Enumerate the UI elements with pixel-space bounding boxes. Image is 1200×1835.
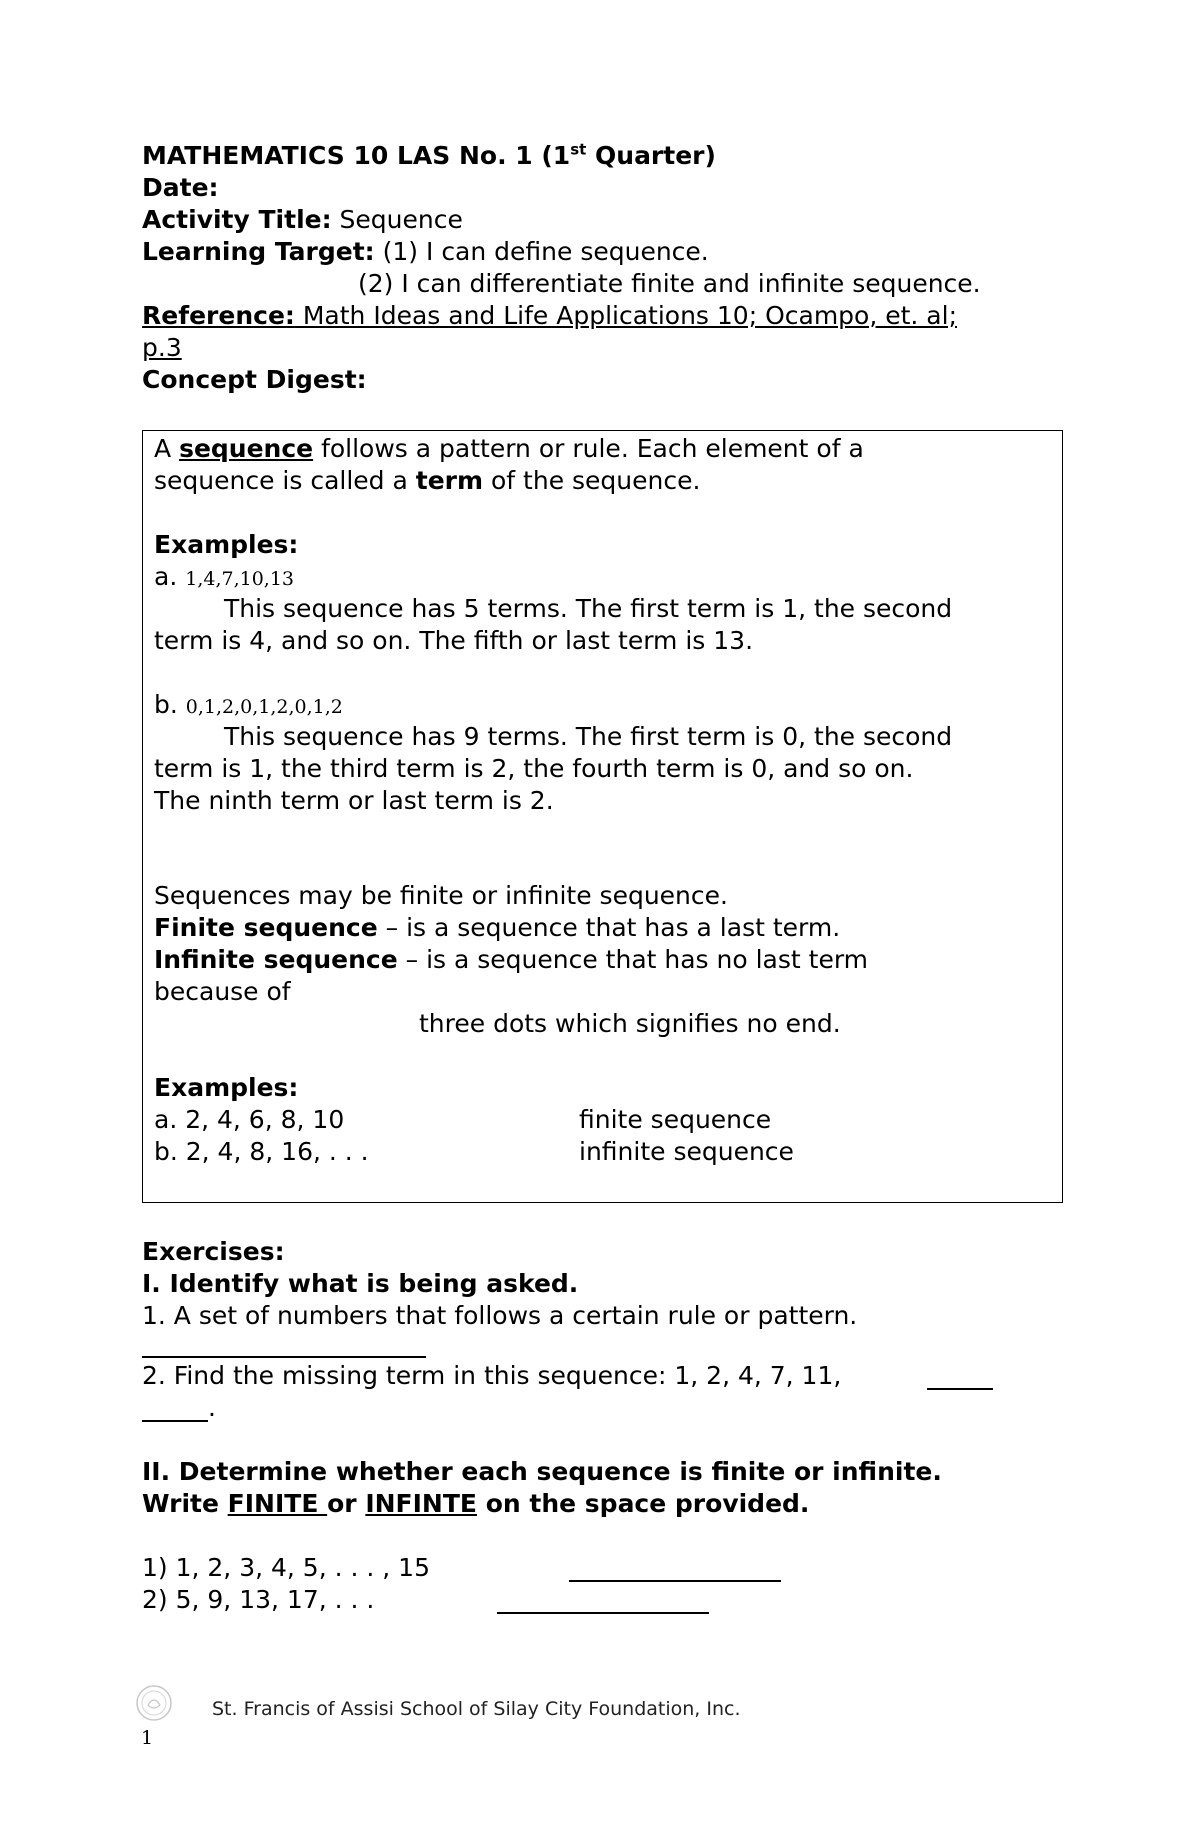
title-superscript: st bbox=[570, 140, 587, 159]
infinite-def-text: – is a sequence that has no last term bbox=[397, 945, 869, 974]
page-number: 1 bbox=[141, 1727, 154, 1749]
example-b-desc-3: The ninth term or last term is 2. bbox=[154, 786, 554, 815]
part2-title: II. Determine whether each sequence is finite or infinite. bbox=[142, 1457, 942, 1486]
activity-value: Sequence bbox=[331, 205, 463, 234]
answer-blank-2a[interactable] bbox=[927, 1388, 993, 1390]
finite-label: Finite sequence bbox=[154, 913, 378, 942]
example-b-desc-1: This sequence has 9 terms. The first term is 0, the second bbox=[224, 722, 953, 751]
item-2: 2) 5, 9, 13, 17, . . . bbox=[142, 1585, 375, 1614]
answer-blank-2b[interactable] bbox=[142, 1420, 208, 1422]
part2-or: or bbox=[327, 1489, 366, 1518]
question-2-end: . bbox=[208, 1393, 216, 1422]
example-b-sequence bbox=[154, 689, 343, 723]
school-seal-icon bbox=[134, 1683, 174, 1723]
finite-option: FINITE bbox=[227, 1489, 328, 1518]
page-title bbox=[142, 140, 716, 172]
examples-label: Examples: bbox=[154, 530, 299, 559]
term-keyword: term bbox=[415, 466, 484, 495]
infinite-label: Infinite sequence bbox=[154, 945, 398, 974]
intro-line2-b: of the sequence. bbox=[483, 466, 701, 495]
activity-title-line bbox=[142, 204, 463, 236]
example-a-terms: 1,4,7,10,13 bbox=[185, 568, 295, 590]
activity-label: Activity Title: bbox=[142, 205, 332, 234]
reference-line bbox=[142, 300, 957, 332]
question-2: 2. Find the missing term in this sequence: 1, 2, 4, 7, 11, bbox=[142, 1361, 842, 1390]
item-1: 1) 1, 2, 3, 4, 5, . . . , 15 bbox=[142, 1553, 430, 1582]
concept-digest-label: Concept Digest: bbox=[142, 365, 367, 394]
digest-intro-line1 bbox=[154, 433, 864, 465]
learning-target-2: (2) I can differentiate finite and infinite sequence. bbox=[358, 269, 981, 298]
title-text-end: Quarter) bbox=[586, 141, 716, 170]
learning-target-line bbox=[142, 236, 709, 268]
learning-target-1: (1) I can define sequence. bbox=[374, 237, 709, 266]
example2-b: b. 2, 4, 8, 16, . . . bbox=[154, 1137, 369, 1166]
reference-label: Reference: bbox=[142, 301, 295, 330]
example2-b-type: infinite sequence bbox=[579, 1137, 794, 1166]
answer-blank-item-2[interactable] bbox=[497, 1612, 709, 1614]
examples2-label: Examples: bbox=[154, 1073, 299, 1102]
exercises-label: Exercises: bbox=[142, 1237, 285, 1266]
digest-intro-line2 bbox=[154, 465, 700, 497]
infinite-def-cont2: three dots which signifies no end. bbox=[419, 1009, 841, 1038]
example-b-terms: 0,1,2,0,1,2,0,1,2 bbox=[185, 696, 343, 718]
example-b-desc-2: term is 1, the third term is 2, the fourth term is 0, and so on. bbox=[154, 754, 914, 783]
infinite-option: INFINTE bbox=[365, 1489, 477, 1518]
footer-school-name: St. Francis of Assisi School of Silay City Foundation, Inc. bbox=[212, 1698, 741, 1720]
example2-a-type: finite sequence bbox=[579, 1105, 772, 1134]
intro-text-rest: follows a pattern or rule. Each element of a bbox=[313, 434, 864, 463]
example-a-desc-2: term is 4, and so on. The fifth or last term is 13. bbox=[154, 626, 754, 655]
example2-a: a. 2, 4, 6, 8, 10 bbox=[154, 1105, 345, 1134]
intro-text-a: A bbox=[154, 434, 180, 463]
example-a-letter: a. bbox=[154, 562, 178, 591]
finite-infinite-intro: Sequences may be finite or infinite sequence. bbox=[154, 881, 728, 910]
part1-title: I. Identify what is being asked. bbox=[142, 1269, 579, 1298]
part2-instructions bbox=[142, 1488, 809, 1520]
learning-target-label: Learning Target: bbox=[142, 237, 375, 266]
example-a-sequence bbox=[154, 561, 294, 595]
infinite-def-cont: because of bbox=[154, 977, 291, 1006]
part2-rest: on the space provided. bbox=[477, 1489, 810, 1518]
example-b-letter: b. bbox=[154, 690, 178, 719]
finite-definition bbox=[154, 912, 840, 944]
finite-def-text: – is a sequence that has a last term. bbox=[377, 913, 841, 942]
intro-line2-a: sequence is called a bbox=[154, 466, 416, 495]
part2-write: Write bbox=[142, 1489, 228, 1518]
date-label: Date: bbox=[142, 173, 219, 202]
infinite-definition bbox=[154, 944, 868, 976]
answer-blank-1[interactable] bbox=[142, 1356, 426, 1358]
sequence-keyword: sequence bbox=[179, 434, 314, 463]
answer-blank-item-1[interactable] bbox=[569, 1580, 781, 1582]
question-1: 1. A set of numbers that follows a certain rule or pattern. bbox=[142, 1301, 858, 1330]
reference-page: p.3 bbox=[142, 333, 182, 362]
title-text: MATHEMATICS 10 LAS No. 1 (1 bbox=[142, 141, 571, 170]
reference-value: Math Ideas and Life Applications 10; Ocampo, et. al; bbox=[294, 301, 957, 330]
example-a-desc-1: This sequence has 5 terms. The first term is 1, the second bbox=[224, 594, 953, 623]
